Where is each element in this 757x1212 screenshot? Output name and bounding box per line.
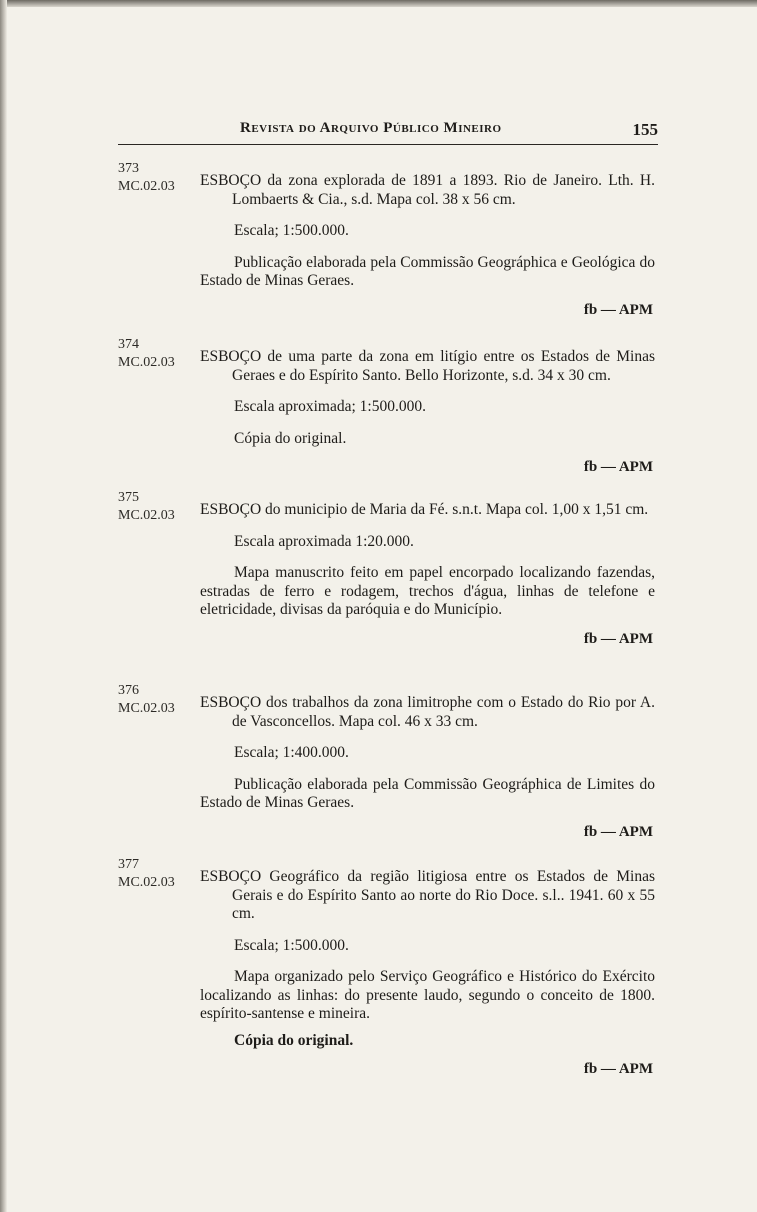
page-left-edge [0, 0, 7, 1212]
entry-number: 377 [118, 857, 139, 872]
entry-title: ESBOÇO da zona explorada de 1891 a 1893. Rio de Janeiro. Lth. H. Lombaerts & Cia., s.d. Mapa col. 38 x 56 cm. [200, 172, 655, 208]
entry-code: MC.02.03 [118, 355, 175, 370]
entry-code: MC.02.03 [118, 701, 175, 716]
entry-identifiers [118, 336, 175, 372]
entry-scale: Escala; 1:500.000. [234, 222, 349, 239]
entry-identifiers [118, 489, 175, 525]
page-header [118, 120, 658, 145]
entry-identifiers [118, 160, 175, 196]
entry-title: ESBOÇO dos trabalhos da zona limitrophe com o Estado do Rio por A. de Vasconcellos. Mapa col. 46 x 33 cm. [200, 694, 655, 730]
entry-body [200, 694, 655, 841]
entry-note: Cópia do original. [234, 429, 347, 447]
entry-number: 375 [118, 490, 139, 505]
entry-identifiers [118, 682, 175, 718]
entry-number: 376 [118, 683, 139, 698]
entry-body [200, 868, 655, 1079]
entry-title: ESBOÇO Geográfico da região litigiosa entre os Estados de Minas Gerais e do Espírito Santo ao norte do Rio Doce. s.l.. 1941. 60 x 55 cm. [200, 868, 655, 922]
entry-code: MC.02.03 [118, 875, 175, 890]
entry-note: Publicação elaborada pela Commissão Geográphica e Geológica do Estado de Minas Geraes. [200, 253, 655, 289]
entry-source: fb — APM [583, 301, 653, 318]
entry-body [200, 172, 655, 319]
entry-scale: Escala aproximada 1:20.000. [234, 532, 414, 550]
entry-source: fb — APM [583, 630, 653, 647]
entry-number: 374 [118, 337, 139, 352]
entry-title: ESBOÇO de uma parte da zona em litígio entre os Estados de Minas Geraes e do Espírito Santo. Bello Horizonte, s.d. 34 x 30 cm. [200, 348, 655, 384]
entry-source: fb — APM [583, 823, 653, 840]
entry-note-copy: Cópia do original. [234, 1031, 354, 1049]
entry-code: MC.02.03 [118, 508, 175, 523]
entry-body [200, 348, 655, 477]
entry-scale: Escala aproximada; 1:500.000. [234, 398, 426, 415]
entry-title: ESBOÇO do municipio de Maria da Fé. s.n.t. Mapa col. 1,00 x 1,51 cm. [200, 501, 649, 518]
running-title: Revista do Arquivo Público Mineiro [240, 120, 502, 136]
entry-identifiers [118, 856, 175, 892]
entry-note: Mapa manuscrito feito em papel encorpado localizando fazendas, estradas de ferro e rodagem, trechos d'água, linhas de telefone e eletricidade, divisas da paróquia e do Município. [200, 564, 655, 618]
entry-number: 373 [118, 161, 139, 176]
entry-source: fb — APM [583, 1061, 653, 1077]
entry-scale: Escala; 1:500.000. [234, 936, 349, 954]
page-top-edge [0, 0, 757, 7]
entry-body [200, 501, 655, 648]
page-number: 155 [632, 120, 658, 139]
entry-scale: Escala; 1:400.000. [234, 744, 349, 761]
entry-source: fb — APM [583, 459, 653, 475]
entry-code: MC.02.03 [118, 179, 175, 194]
entry-note: Mapa organizado pelo Serviço Geográfico e Histórico do Exército localizando as linhas: do presente laudo, segundo o conceito de 1800. espírito-santense e mineira. [200, 968, 655, 1022]
entry-note: Publicação elaborada pela Commissão Geográphica de Limites do Estado de Minas Geraes. [200, 775, 655, 811]
